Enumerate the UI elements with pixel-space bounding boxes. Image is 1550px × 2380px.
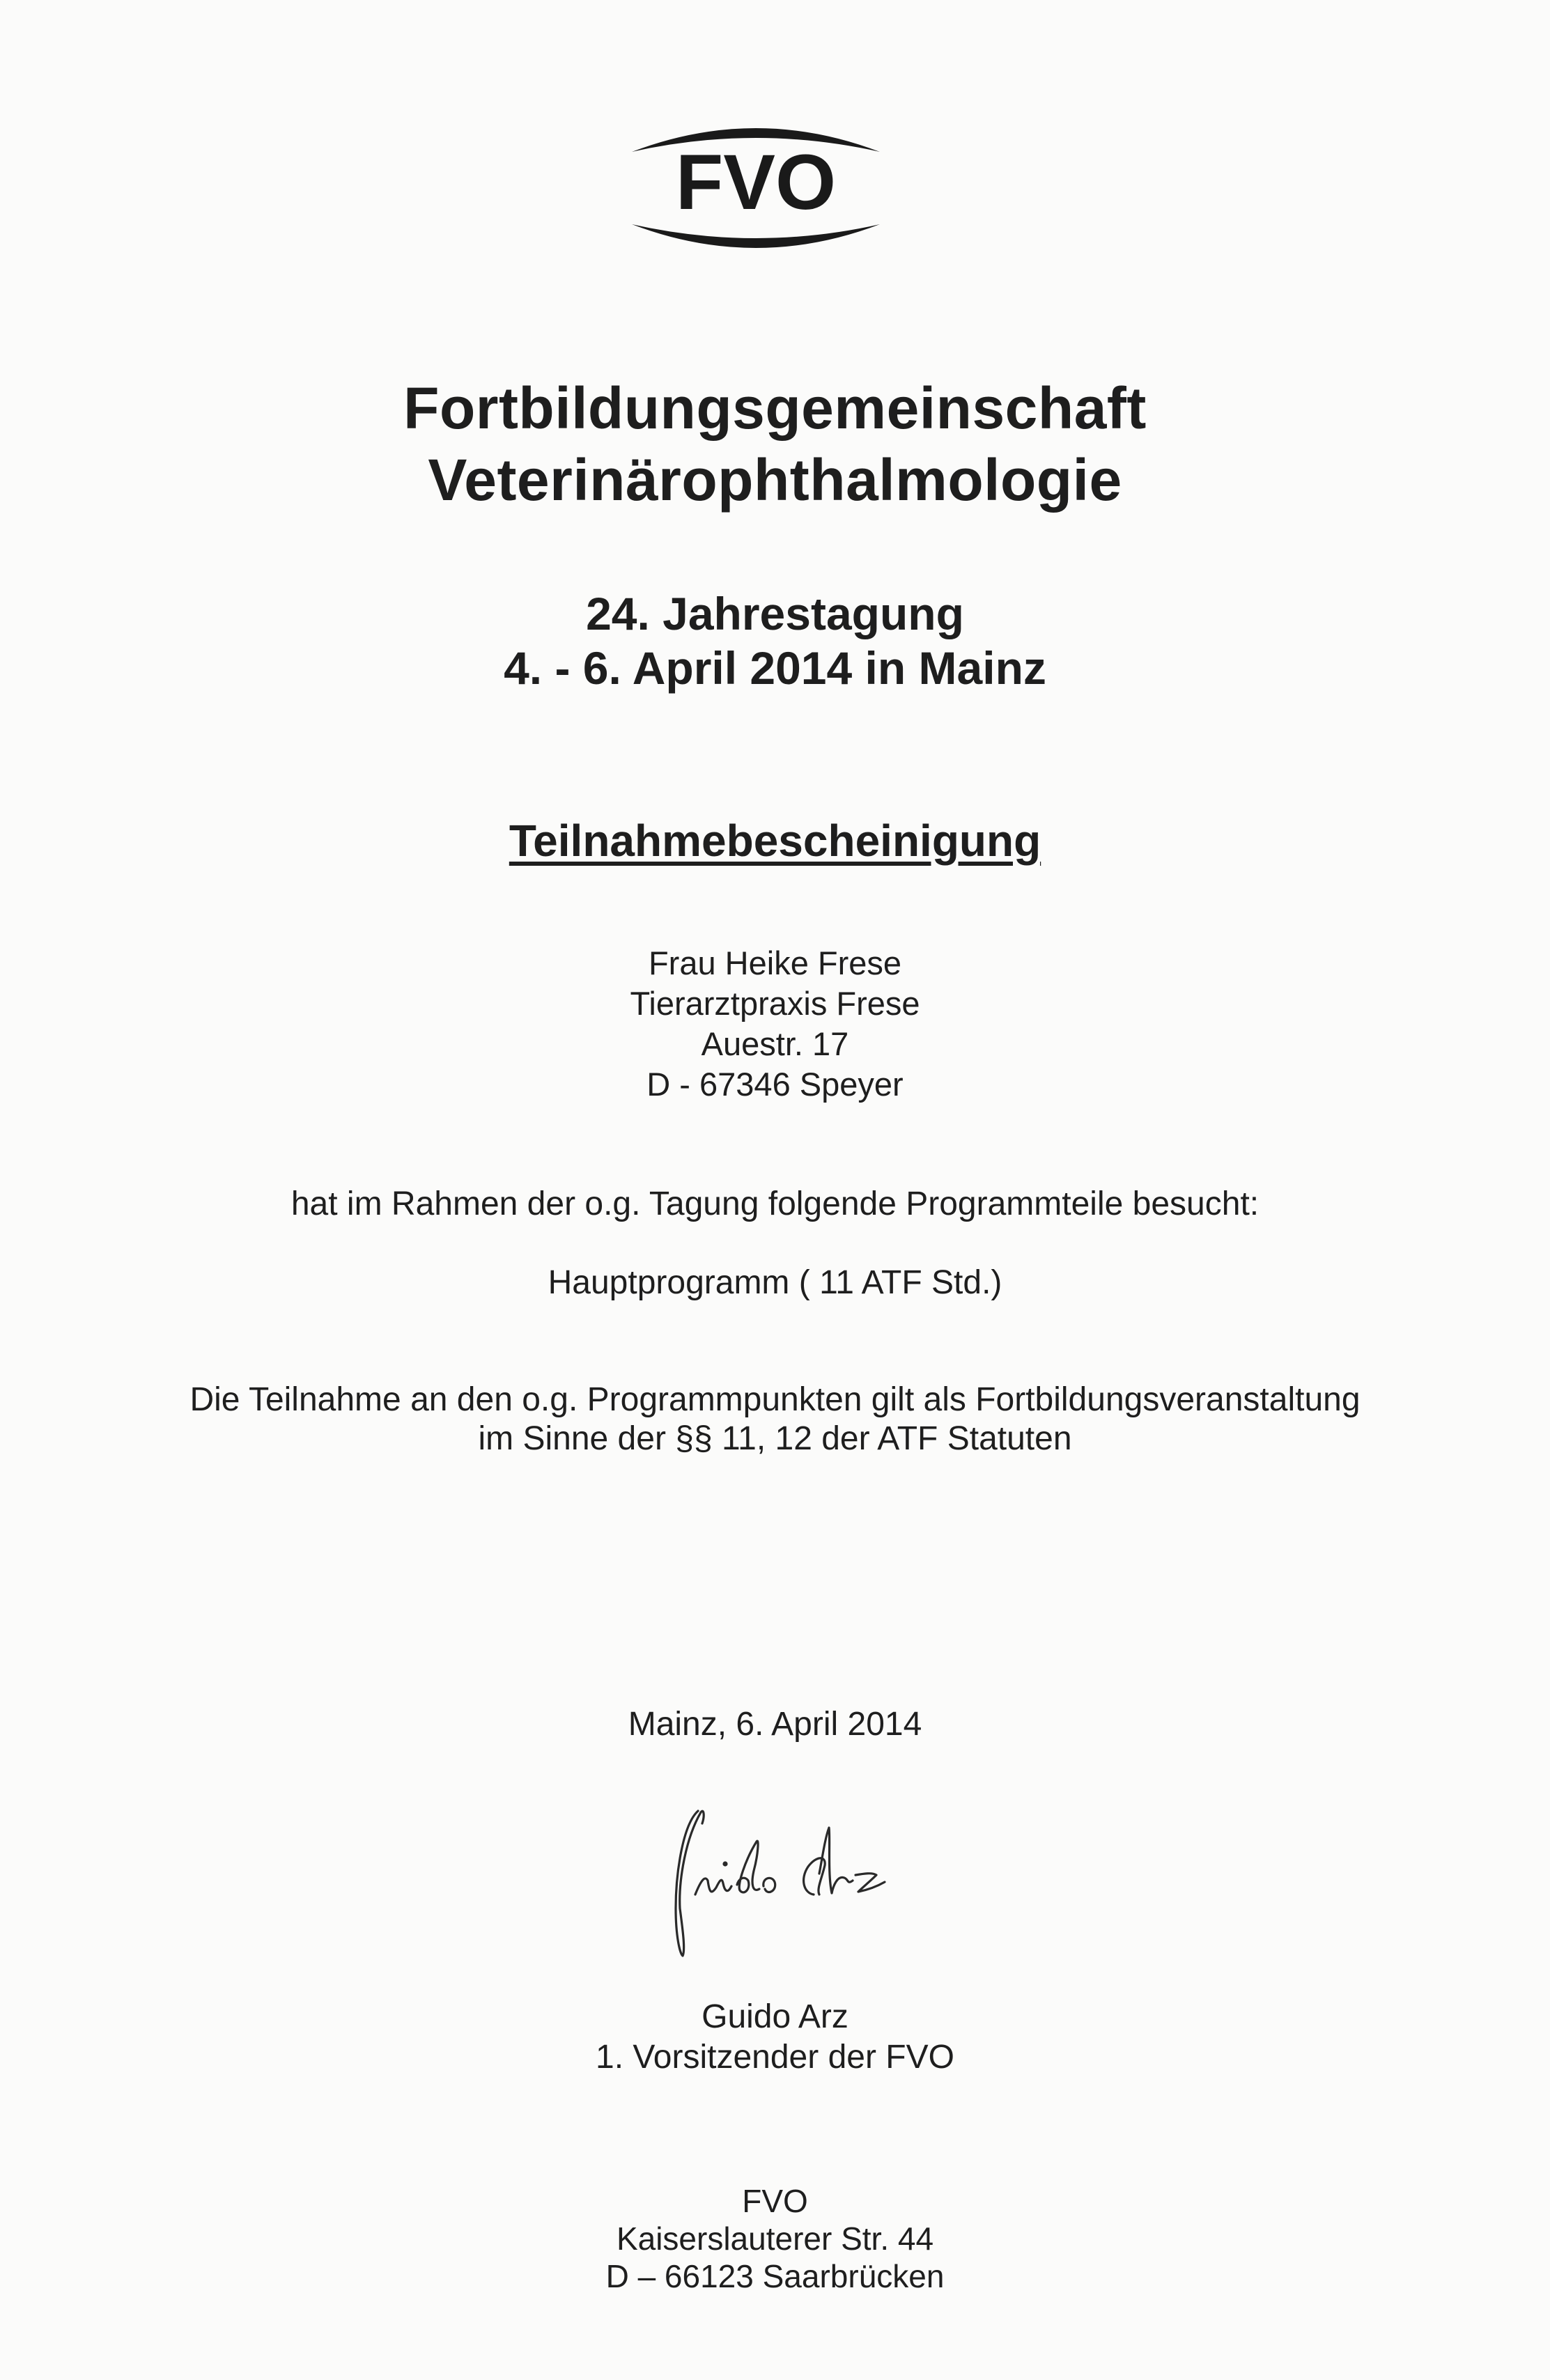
statement-text [0,1380,1550,1459]
recipient-street: Auestr. 17 [701,1025,849,1062]
recipient-practice: Tierarztpraxis Frese [630,985,920,1022]
footer-street: Kaiserslauterer Str. 44 [616,2220,934,2257]
footer-address [0,2182,1550,2295]
attended-text: hat im Rahmen der o.g. Tagung folgende Programmteile besucht: [290,1185,1260,1222]
statement-line1: Die Teilnahme an den o.g. Programmpunkten gilt als Fortbildungsveranstaltung [189,1381,1361,1418]
document-title: Teilnahmebescheinigung [509,816,1041,866]
organization-title-line2: Veterinärophthalmologie [428,447,1122,513]
organization-title [0,373,1550,516]
conference-date-place: 4. - 6. April 2014 in Mainz [504,642,1046,694]
organization-title-line1: Fortbildungsgemeinschaft [403,375,1147,441]
program-text: Hauptprogramm ( 11 ATF Std.) [548,1264,1002,1301]
footer-city: D – 66123 Saarbrücken [605,2258,945,2294]
conference-info [0,586,1550,695]
fvo-logo-text: FVO [675,139,837,226]
signer-block [0,1997,1550,2078]
statement-line2: im Sinne der §§ 11, 12 der ATF Statuten [478,1420,1072,1457]
conference-name: 24. Jahrestagung [586,588,964,639]
signer-role: 1. Vorsitzender der FVO [596,2039,954,2076]
place-date: Mainz, 6. April 2014 [628,1706,922,1743]
handwritten-signature [655,1797,906,1964]
footer-org: FVO [742,2183,808,2219]
signer-name: Guido Arz [702,1998,848,2035]
fvo-logo-graphic [623,111,888,265]
recipient-city: D - 67346 Speyer [646,1066,904,1103]
fvo-logo [623,111,888,265]
signature-graphic [655,1797,906,1964]
recipient-name: Frau Heike Frese [648,944,902,981]
recipient-address [0,943,1550,1105]
